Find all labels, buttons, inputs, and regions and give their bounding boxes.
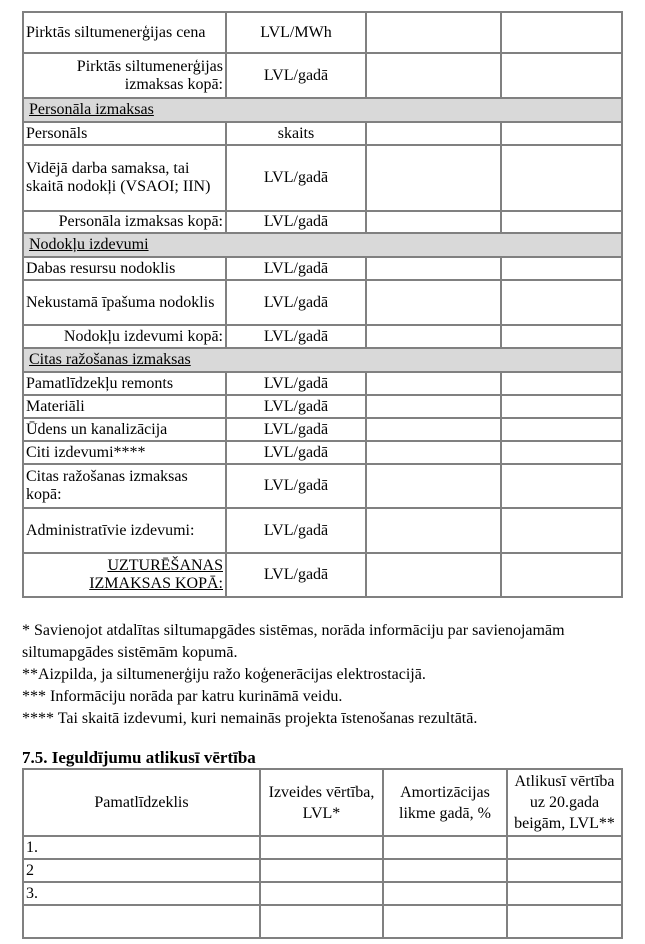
- value-cell[interactable]: [501, 53, 622, 98]
- section-header-row: [23, 348, 622, 372]
- section-label: Nodokļu izdevumi: [23, 233, 622, 257]
- footnote: * Savienojot atdalītas siltumapgādes sistēmas, norāda informāciju par savienojamām siltumapgādes sistēmām kopumā.: [22, 622, 565, 661]
- value-cell[interactable]: [366, 508, 501, 553]
- value-cell[interactable]: [507, 836, 622, 859]
- value-cell[interactable]: [501, 257, 622, 280]
- table-row: [23, 882, 622, 905]
- table-row: [23, 257, 622, 280]
- table-row: [23, 122, 622, 145]
- row-label: Pirktās siltumenerģijas cena: [23, 12, 226, 53]
- value-cell[interactable]: [366, 553, 501, 597]
- table-row: [23, 418, 622, 441]
- value-cell[interactable]: [501, 145, 622, 211]
- maintenance-costs-table: [22, 11, 623, 598]
- unit-cell: LVL/gadā: [226, 325, 366, 348]
- row-label: Ūdens un kanalizācija: [23, 418, 226, 441]
- row-label: Vidējā darba samaksa, tai skaitā nodokļi (VSAOI; IIN): [23, 145, 226, 211]
- value-cell[interactable]: [383, 905, 507, 938]
- unit-cell: LVL/gadā: [226, 145, 366, 211]
- value-cell[interactable]: [501, 280, 622, 325]
- footnote: *** Informāciju norāda par katru kurināmā veidu.: [22, 688, 343, 705]
- value-cell[interactable]: [260, 859, 383, 882]
- row-number: [23, 905, 260, 938]
- section-header-row: [23, 98, 622, 122]
- row-label: Nodokļu izdevumi kopā:: [23, 325, 226, 348]
- unit-cell: LVL/gadā: [226, 464, 366, 508]
- table-row: [23, 325, 622, 348]
- value-cell[interactable]: [366, 211, 501, 233]
- table-row: [23, 12, 622, 53]
- column-header: Amortizācijas likme gadā, %: [383, 769, 507, 836]
- table-row: [23, 211, 622, 233]
- row-label: Personāla izmaksas kopā:: [23, 211, 226, 233]
- table-row: [23, 859, 622, 882]
- unit-cell: LVL/gadā: [226, 257, 366, 280]
- value-cell[interactable]: [501, 325, 622, 348]
- table-row: [23, 464, 622, 508]
- unit-cell: LVL/MWh: [226, 12, 366, 53]
- value-cell[interactable]: [366, 122, 501, 145]
- row-label: Pirktās siltumenerģijas izmaksas kopā:: [23, 53, 226, 98]
- value-cell[interactable]: [366, 145, 501, 211]
- footnote: **Aizpilda, ja siltumenerģiju ražo koģenerācijas elektrostacijā.: [22, 666, 426, 683]
- row-label: Citi izdevumi****: [23, 441, 226, 464]
- unit-cell: LVL/gadā: [226, 418, 366, 441]
- row-number: 3.: [23, 882, 260, 905]
- table-row: [23, 836, 622, 859]
- value-cell[interactable]: [501, 508, 622, 553]
- unit-cell: LVL/gadā: [226, 211, 366, 233]
- value-cell[interactable]: [501, 12, 622, 53]
- table-row: [23, 905, 622, 938]
- row-number: 2: [23, 859, 260, 882]
- value-cell[interactable]: [501, 553, 622, 597]
- value-cell[interactable]: [366, 441, 501, 464]
- unit-cell: skaits: [226, 122, 366, 145]
- row-label: Pamatlīdzekļu remonts: [23, 372, 226, 395]
- table-row: [23, 441, 622, 464]
- row-label: UZTURĒŠANAS IZMAKSAS KOPĀ:: [23, 553, 226, 597]
- value-cell[interactable]: [260, 905, 383, 938]
- value-cell[interactable]: [366, 395, 501, 418]
- unit-cell: LVL/gadā: [226, 280, 366, 325]
- unit-cell: LVL/gadā: [226, 553, 366, 597]
- row-number: 1.: [23, 836, 260, 859]
- value-cell[interactable]: [260, 836, 383, 859]
- unit-cell: LVL/gadā: [226, 372, 366, 395]
- value-cell[interactable]: [366, 53, 501, 98]
- footnotes: [22, 620, 582, 730]
- section-header-row: [23, 233, 622, 257]
- residual-value-table: [22, 768, 623, 939]
- column-header: Atlikusī vērtība uz 20.gada beigām, LVL**: [507, 769, 622, 836]
- value-cell[interactable]: [507, 859, 622, 882]
- row-label: Citas ražošanas izmaksas kopā:: [23, 464, 226, 508]
- value-cell[interactable]: [383, 836, 507, 859]
- section-label: Personāla izmaksas: [23, 98, 622, 122]
- table-row: [23, 53, 622, 98]
- value-cell[interactable]: [260, 882, 383, 905]
- value-cell[interactable]: [366, 257, 501, 280]
- unit-cell: LVL/gadā: [226, 508, 366, 553]
- row-label: Personāls: [23, 122, 226, 145]
- column-header: Izveides vērtība, LVL*: [260, 769, 383, 836]
- section-label: Citas ražošanas izmaksas: [23, 348, 622, 372]
- section-title: 7.5. Ieguldījumu atlikusī vērtība: [22, 748, 256, 767]
- value-cell[interactable]: [383, 882, 507, 905]
- table-row: [23, 280, 622, 325]
- footnote: **** Tai skaitā izdevumi, kuri nemainās projekta īstenošanas rezultātā.: [22, 710, 478, 727]
- table-row: [23, 372, 622, 395]
- row-label: Materiāli: [23, 395, 226, 418]
- table-row: [23, 395, 622, 418]
- table-row: [23, 508, 622, 553]
- value-cell[interactable]: [366, 280, 501, 325]
- value-cell[interactable]: [501, 464, 622, 508]
- value-cell[interactable]: [383, 859, 507, 882]
- value-cell[interactable]: [501, 418, 622, 441]
- table-row: [23, 553, 622, 597]
- row-label: Dabas resursu nodoklis: [23, 257, 226, 280]
- unit-cell: LVL/gadā: [226, 395, 366, 418]
- row-label: Administratīvie izdevumi:: [23, 508, 226, 553]
- value-cell[interactable]: [501, 122, 622, 145]
- value-cell[interactable]: [501, 395, 622, 418]
- value-cell[interactable]: [366, 12, 501, 53]
- value-cell[interactable]: [507, 882, 622, 905]
- value-cell[interactable]: [501, 372, 622, 395]
- unit-cell: LVL/gadā: [226, 441, 366, 464]
- value-cell[interactable]: [366, 418, 501, 441]
- unit-cell: LVL/gadā: [226, 53, 366, 98]
- value-cell[interactable]: [507, 905, 622, 938]
- value-cell[interactable]: [501, 211, 622, 233]
- column-header: Pamatlīdzeklis: [23, 769, 260, 836]
- table-row: [23, 145, 622, 211]
- value-cell[interactable]: [501, 441, 622, 464]
- value-cell[interactable]: [366, 464, 501, 508]
- value-cell[interactable]: [366, 372, 501, 395]
- value-cell[interactable]: [366, 325, 501, 348]
- row-label: Nekustamā īpašuma nodoklis: [23, 280, 226, 325]
